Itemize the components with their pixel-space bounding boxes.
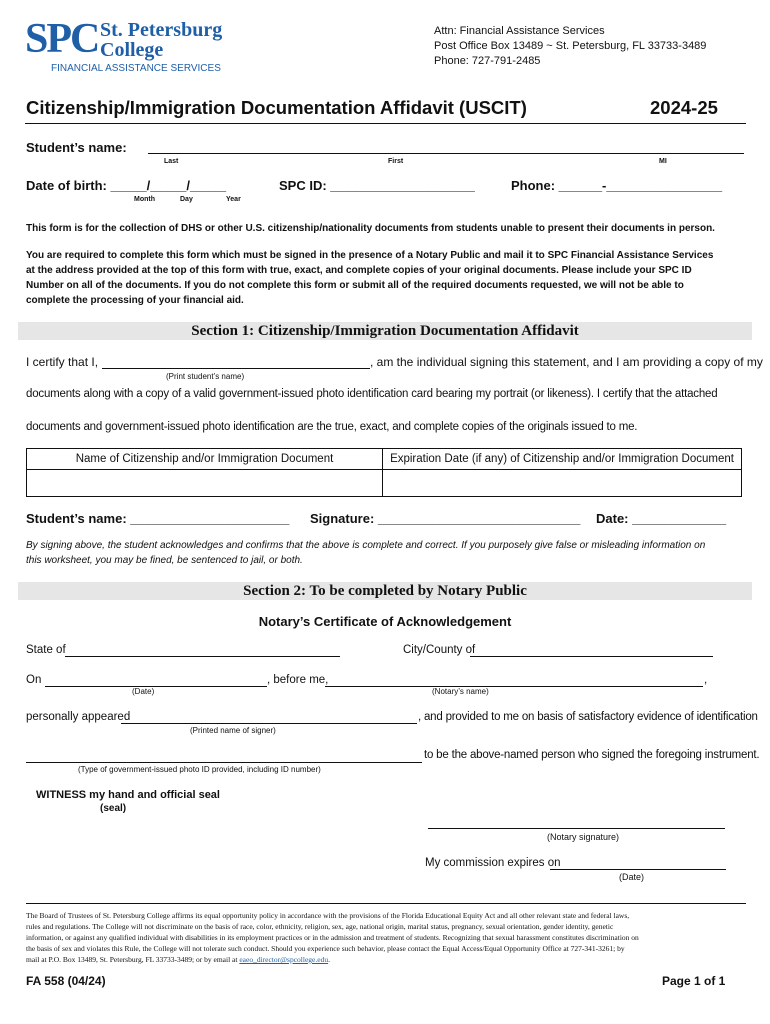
instructions-line: complete the processing of your financial aid.	[26, 295, 244, 306]
notary-signature-field[interactable]	[428, 818, 725, 829]
instructions	[26, 248, 713, 308]
section-1-heading: Section 1: Citizenship/Immigration Documentation Affidavit	[18, 322, 752, 340]
statement-line: mail at P.O. Box 13489, St. Petersburg, FL 33733-3489; or by email at eaeo_director@spcollege.edu.	[26, 955, 330, 964]
state-label: State of	[26, 644, 66, 656]
footer-rule	[26, 903, 746, 904]
section-2-heading: Section 2: To be completed by Notary Public	[18, 582, 752, 600]
statement-line: rules and regulations. The College will not discriminate on the basis of race, color, ethnicity, religion, sex, age, national origin, marital status, pregnancy, sexual orientation, gender identity, genetic	[26, 922, 614, 931]
witness-text: WITNESS my hand and official seal	[36, 789, 220, 801]
intro-text: This form is for the collection of DHS or other U.S. citizenship/nationality documents from students unable to present their documents in person.	[26, 223, 715, 234]
date-of-birth-field[interactable]: Date of birth: _____/_____/_____	[26, 178, 227, 193]
day-caption: Day	[180, 196, 193, 203]
commission-label: My commission expires on	[425, 857, 561, 869]
address-phone: Phone: 727-791-2485	[434, 55, 541, 67]
table-row	[27, 470, 742, 497]
phone-field[interactable]: Phone: ______-________________	[511, 178, 723, 193]
form-title: Citizenship/Immigration Documentation Affidavit (USCIT)	[26, 97, 527, 118]
disclaimer-line: By signing above, the student acknowledges and confirms that the above is complete and correct. If you purposely give false or misleading information on	[26, 540, 706, 551]
signer-name-field[interactable]	[121, 711, 417, 724]
county-label: City/County of	[403, 644, 476, 656]
acknowledgement-date-field[interactable]	[45, 674, 267, 687]
student-name-field[interactable]	[148, 140, 744, 154]
spc-id-field[interactable]: SPC ID: ____________________	[279, 178, 475, 193]
documents-table	[26, 448, 742, 497]
student-name-label: Student’s name:	[26, 140, 127, 155]
notary-name-caption: (Notary’s name)	[432, 687, 489, 696]
commission-date-caption: (Date)	[619, 872, 645, 882]
first-name-caption: First	[388, 158, 404, 165]
notary-name-field[interactable]	[325, 674, 703, 687]
seal-label: (seal)	[100, 803, 127, 814]
statement-line: the basis of sex and violates this Rule, the College will not tolerate such conduct. Should you experience such behavior, please contact the Equal Access/Equal Opportunity Office at 727-341-3261; by	[26, 944, 625, 953]
instructions-line: You are required to complete this form which must be signed in the presence of a Notary Public and mail it to SPC Financial Assistance Services	[26, 250, 714, 261]
state-field[interactable]	[65, 644, 340, 657]
certify-line-2: documents along with a copy of a valid government-issued photo identification card bearing my portrait (or likeness). I certify that the attached	[26, 388, 718, 400]
comma-mark: ,	[704, 674, 708, 686]
certify-text-end: , am the individual signing this statement, and I am providing a copy of my	[370, 355, 763, 369]
address-attn: Attn: Financial Assistance Services	[434, 25, 605, 37]
logo-name-1: St. Petersburg	[100, 19, 223, 41]
year-caption: Year	[226, 196, 241, 203]
on-label: On	[26, 674, 42, 686]
middle-initial-caption: MI	[659, 158, 667, 165]
certify-text-start: I certify that I,	[26, 355, 99, 369]
document-name-cell[interactable]	[27, 470, 383, 497]
notary-certificate-title: Notary’s Certificate of Acknowledgement	[258, 614, 512, 629]
page-number: Page 1 of 1	[662, 974, 726, 988]
before-me-label: , before me,	[267, 674, 329, 686]
instructions-line: Number on all of the documents. If you do not complete this form or submit all of the required documents requested, we will not be able to	[26, 280, 684, 291]
form-number: FA 558 (04/24)	[26, 974, 106, 988]
above-named-text: to be the above-named person who signed the foregoing instrument.	[424, 749, 760, 761]
statement-line: The Board of Trustees of St. Petersburg College affirms its equal opportunity policy in accordance with the provisions of the Florida Educational Equity Act and all other relevant state and federal laws,	[26, 911, 630, 920]
month-caption: Month	[134, 196, 155, 203]
expiration-date-cell[interactable]	[383, 470, 742, 497]
equal-opportunity-statement	[26, 910, 748, 965]
signing-disclaimer	[26, 538, 705, 568]
award-year: 2024-25	[650, 97, 718, 118]
appeared-text-end: , and provided to me on basis of satisfactory evidence of identification	[418, 711, 758, 723]
print-name-caption: (Print student’s name)	[166, 372, 245, 381]
certify-line-3: documents and government-issued photo identification are the true, exact, and complete copies of the originals issued to me.	[26, 421, 638, 433]
id-type-field[interactable]	[26, 750, 422, 763]
disclaimer-line: this worksheet, you may be fined, be sentenced to jail, or both.	[26, 555, 303, 566]
table-header-row	[27, 449, 742, 470]
printed-signer-caption: (Printed name of signer)	[190, 726, 276, 735]
signature-field[interactable]: Signature: ____________________________	[310, 511, 581, 526]
county-field[interactable]	[470, 644, 713, 657]
print-student-name-field[interactable]	[102, 356, 370, 369]
id-type-caption: (Type of government-issued photo ID provided, including ID number)	[78, 765, 321, 774]
logo-name-2: College	[100, 39, 164, 61]
last-name-caption: Last	[164, 158, 179, 165]
logo-spc: SPC	[25, 16, 99, 62]
commission-date-field[interactable]	[550, 858, 726, 870]
signature-date-field[interactable]: Date: _____________	[596, 511, 727, 526]
address-po-box: Post Office Box 13489 ~ St. Petersburg, FL 33733-3489	[434, 40, 707, 52]
document-name-header: Name of Citizenship and/or Immigration Document	[27, 449, 383, 470]
appeared-label: personally appeared	[26, 711, 131, 723]
instructions-line: at the address provided at the top of this form with true, exact, and complete copies of your original documents. Please include your SPC ID	[26, 265, 692, 276]
date-caption: (Date)	[132, 687, 155, 696]
spc-logo	[25, 16, 225, 78]
expiration-date-header: Expiration Date (if any) of Citizenship and/or Immigration Document	[383, 449, 742, 470]
logo-tagline: FINANCIAL ASSISTANCE SERVICES	[51, 63, 221, 74]
student-name-sign-field[interactable]: Student’s name: ______________________	[26, 511, 290, 526]
mailing-address	[434, 24, 706, 69]
notary-signature-caption: (Notary signature)	[547, 832, 620, 842]
email-link[interactable]: eaeo_director@spcollege.edu	[239, 955, 329, 964]
statement-line: information, or against any qualified individual with disabilities in its employment practices or in the admission and treatment of students. Recognizing that sexual harassment constitutes discrimination on	[26, 933, 639, 942]
title-rule	[25, 123, 746, 124]
